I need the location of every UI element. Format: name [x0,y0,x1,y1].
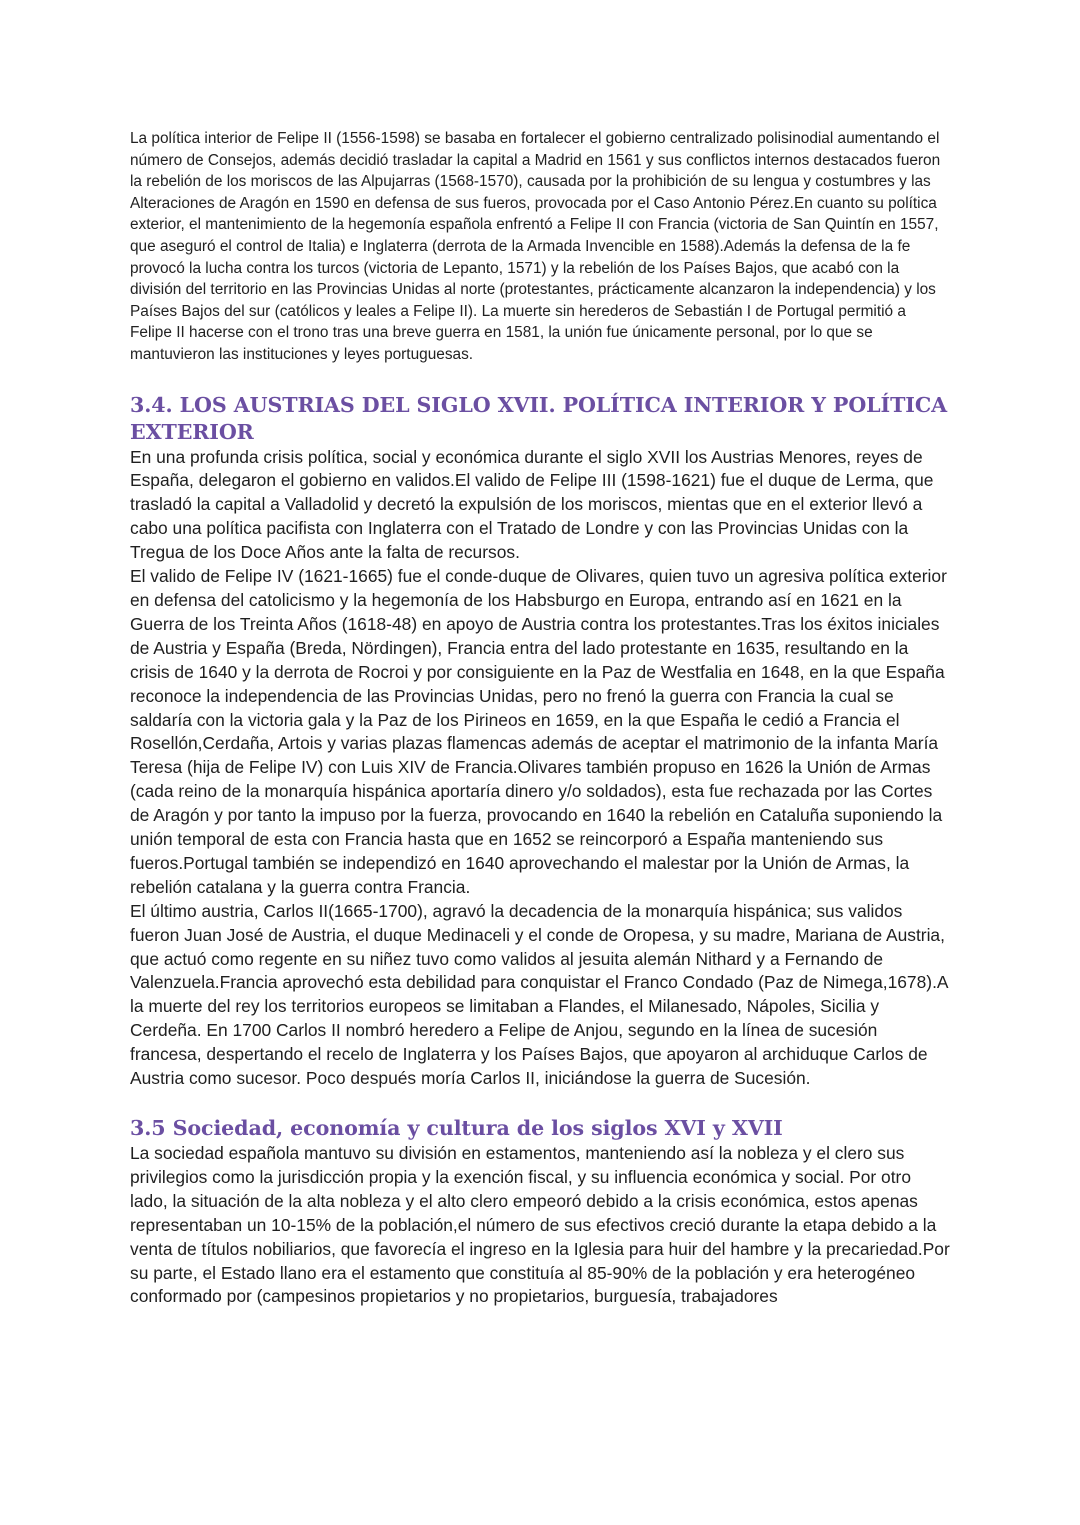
section-3-4-paragraph-2: El valido de Felipe IV (1621-1665) fue el conde-duque de Olivares, quien tuvo un agresiva política exterior en defensa del catolicismo y la hegemonía de los Habsburgo en Europa, entrando así en 1621 en la Guerra de los Treinta Años (1618-48) en apoyo de Austria contra los protestantes.Tras los éxitos iniciales de Austria y España (Breda, Nördingen), Francia entra del lado protestante en 1635, resultando en la crisis de 1640 y la derrota de Rocroi y por consiguiente en la Paz de Westfalia en 1648, en la que España reconoce la independencia de las Provincias Unidas, pero no frenó la guerra con Francia la cual se saldaría con la victoria gala y la Paz de los Pirineos en 1659, en la que España le cedió a Francia el Rosellón,Cerdaña, Artois y varias plazas flamencas además de aceptar el matrimonio de la infanta María Teresa (hija de Felipe IV) con Luis XIV de Francia.Olivares también propuso en 1626 la Unión de Armas (cada reino de la monarquía hispánica aportaría dinero y/o soldados), esta fue rechazada por las Cortes de Aragón y por tanto la impuso por la fuerza, provocando en 1640 la rebelión en Cataluña suponiendo la unión temporal de esta con Francia hasta que en 1652 se reincorporó a España manteniendo sus fueros.Portugal también se independizó en 1640 aprovechando el malestar por la Unión de Armas, la rebelión catalana y la guerra contra Francia. [130,566,947,897]
section-3-4-body [130,446,950,1091]
section-3-5 [130,1115,950,1309]
section-3-4-paragraph-1: En una profunda crisis política, social y económica durante el siglo XVII los Austrias Menores, reyes de España, delegaron el gobierno en validos.El valido de Felipe III (1598-1621) fue el duque de Lerma, que trasladó la capital a Valladolid y decretó la expulsión de los moriscos, mientas que en el exterior llevó a cabo una política pacifista con Inglaterra con el Tratado de Londre y con las Provincias Unidas con la Tregua de los Doce Años ante la falta de recursos. [130,446,934,563]
intro-paragraph: La política interior de Felipe II (1556-1598) se basaba en fortalecer el gobierno centralizado polisinodial aumentando el número de Consejos, además decidió trasladar la capital a Madrid en 1561 y sus conflictos internos destacados fueron la rebelión de los moriscos de las Alpujarras (1568-1570), causada por la prohibición de su lengua y costumbres y las Alteraciones de Aragón en 1590 en defensa de sus fueros, provocada por el Caso Antonio Pérez.En cuanto su política exterior, el mantenimiento de la hegemonía española enfrentó a Felipe II con Francia (victoria de San Quintín en 1557, que aseguró el control de Italia) e Inglaterra (derrota de la Armada Invencible en 1588).Además la defensa de la fe provocó la lucha contra los turcos (victoria de Lepanto, 1571) y la rebelión de los Países Bajos, que acabó con la división del territorio en las Provincias Unidas al norte (protestantes, prácticamente alcanzaron la independencia) y los Países Bajos del sur (católicos y leales a Felipe II). La muerte sin herederos de Sebastián I de Portugal permitió a Felipe II hacerse con el trono tras una breve guerra en 1581, la unión fue únicamente personal, por lo que se mantuvieron las instituciones y leyes portuguesas. [130,130,941,363]
document-page [130,128,950,1309]
section-3-5-paragraph: La sociedad española mantuvo su división en estamentos, manteniendo así la nobleza y el clero sus privilegios como la jurisdicción propia y la exención fiscal, y su influencia económica y social. Por otro lado, la situación de la alta nobleza y el alto clero empeoró debido a la crisis económica, estos apenas representaban un 10-15% de la población,el número de sus efectivos creció durante la etapa debido a la venta de títulos nobiliarios, que favorecía el ingreso en la Iglesia para huir del hambre y la precariedad.Por su parte, el Estado llano era el estamento que constituía al 85-90% de la población y era heterogéneo conformado por (campesinos propietarios y no propietarios, burguesía, trabajadores [130,1143,950,1307]
intro-section [130,128,950,366]
section-3-4-heading: 3.4. LOS AUSTRIAS DEL SIGLO XVII. POLÍTICA INTERIOR Y POLÍTICA EXTERIOR [130,392,947,444]
section-3-5-heading: 3.5 Sociedad, economía y cultura de los siglos XVI y XVII [130,1116,783,1140]
section-3-4-paragraph-3: El último austria, Carlos II(1665-1700), agravó la decadencia de la monarquía hispánica; sus validos fueron Juan José de Austria, el duque Medinaceli y el conde de Oropesa, y su madre, Mariana de Austria, que actuó como regente en su niñez tuvo como validos al jesuita alemán Nithard y a Fernando de Valenzuela.Francia aprovechó esta debilidad para conquistar el Franco Condado (Paz de Nimega,1678).A la muerte del rey los territorios europeos se limitaban a Flandes, el Milanesado, Nápoles, Sicilia y Cerdeña. En 1700 Carlos II nombró heredero a Felipe de Anjou, segundo en la línea de sucesión francesa, despertando el recelo de Inglaterra y los Países Bajos, que apoyaron al archiduque Carlos de Austria como sucesor. Poco después moría Carlos II, iniciándose la guerra de Sucesión. [130,900,948,1089]
section-3-4 [130,392,950,1091]
section-3-5-body [130,1142,950,1309]
